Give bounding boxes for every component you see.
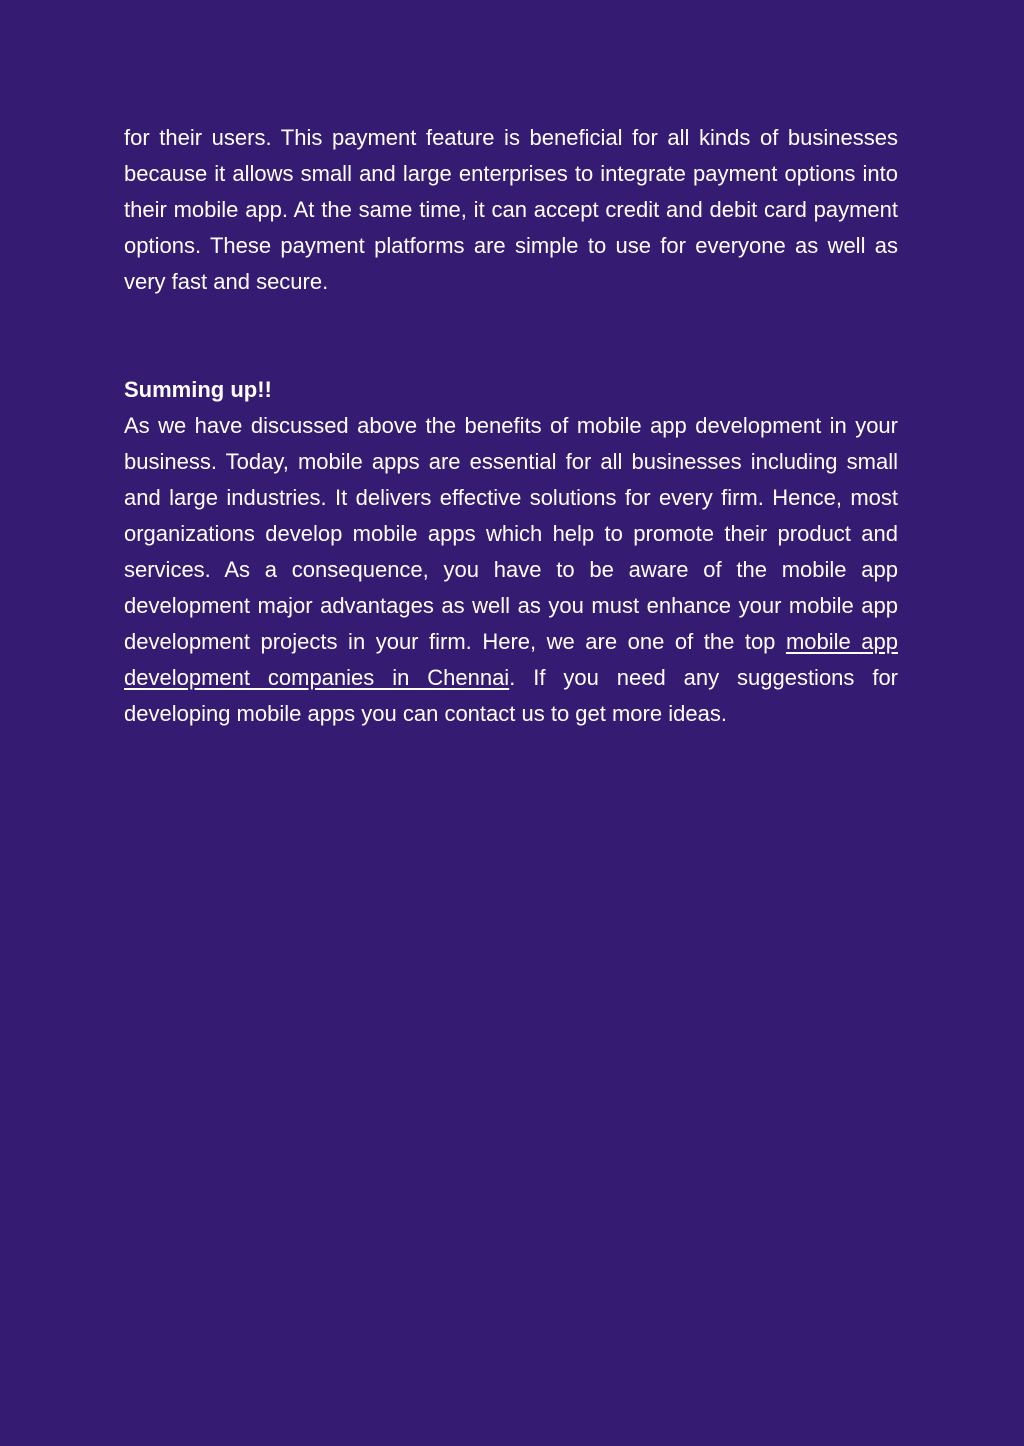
summary-heading: Summing up!! [124, 377, 272, 402]
chennai-companies-link[interactable]: mobile app development companies in Chennai [124, 629, 898, 690]
intro-paragraph: for their users. This payment feature is beneficial for all kinds of businesses because it allows small and large enterprises to integrate payment options into their mobile app. At the same time, it can accept credit and debit card payment options. These payment platforms are simple to use for everyone as well as very fast and secure. [124, 125, 898, 294]
summary-text-after-link: . If you need any suggestions for developing mobile apps you can contact us to get more ideas. [124, 665, 899, 726]
section-spacer [124, 300, 898, 372]
document-page [124, 120, 898, 732]
summary-text-before-link: As we have discussed above the benefits of mobile app development in your business. Today, mobile apps are essential for all businesses including small and large industries. It delivers effective solutions for every firm. Hence, most organizations develop mobile apps which help to promote their product and services. As a consequence, you have to be aware of the mobile app development major advantages as well as you must enhance your mobile app development projects in your firm. Here, we are one of the top [124, 413, 898, 654]
summary-paragraph [124, 408, 898, 732]
